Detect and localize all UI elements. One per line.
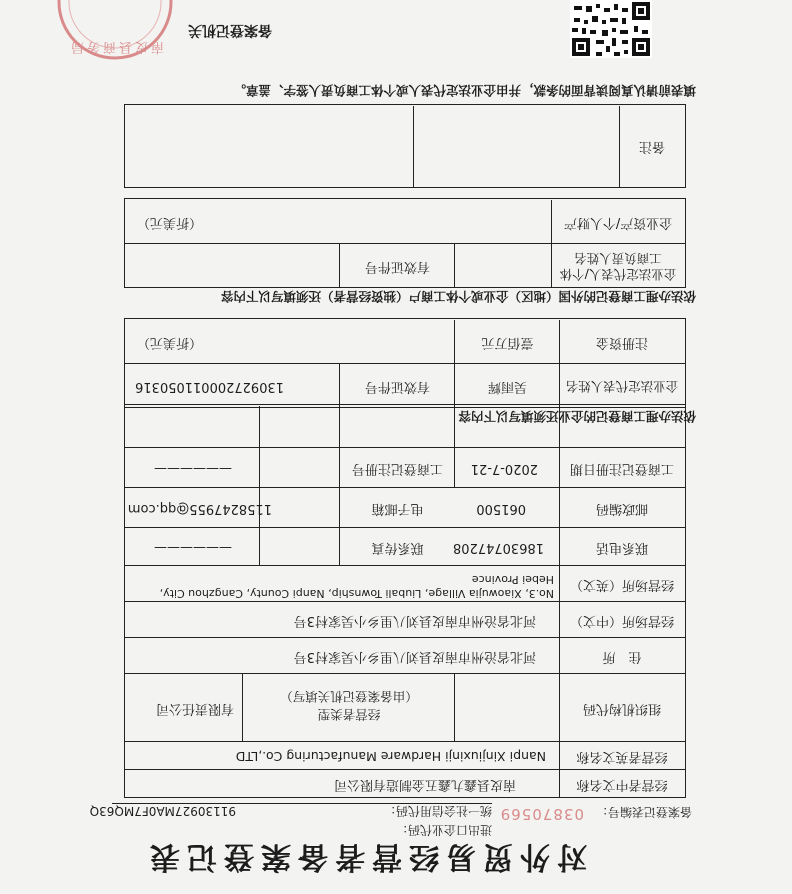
reg-date-value: 2020-7-21 [470,461,538,476]
reg-no-value: —————— [154,461,232,476]
remarks-table [124,104,686,188]
email-value: 1158247955@qq.com [127,501,272,516]
email-label: 电子邮箱 [371,501,424,516]
en-name-label: 经营者英文名称 [576,749,668,764]
row-line [124,243,686,244]
en-name-value: Nanpi Xinjiuxinji Hardware Manufacturing Co.,LTD [235,749,546,764]
foreign-section-heading: 依法办理工商登记的外国（地区）企业或个体工商户（独资经营者）还须填写以下内容 [220,289,696,304]
foreign-col-divider [551,200,552,288]
remarks-label: 备注 [639,139,666,154]
biz-en-value: No.3, Xiaowujia Village, Liubali Township, Nanpi County, Cangzhou City, Hebei Province [159,573,554,600]
record-no-label: 备案登记表编号： [595,805,692,819]
phone-value: 18630747208 [453,540,544,555]
form-title: 对外贸易经营者备案登记表 [143,839,587,874]
row-line [124,565,686,566]
row-line [124,601,686,602]
reg-date-label: 工商登记注册日期 [570,461,675,476]
org-code-label: 组织机构代码 [583,701,662,716]
capital-note: （折美元） [136,335,202,350]
row-line [124,637,686,638]
record-no: 03870569 [499,805,584,823]
fax-label: 联系传真 [371,540,424,555]
divider-reg [454,406,455,488]
phone-label: 联系电话 [596,540,649,555]
remarks-divider-2 [413,106,414,188]
cn-name-label: 经营者中文名称 [576,777,668,792]
header-underline [112,803,492,804]
row-line [124,769,686,770]
assets-note: （折美元） [136,215,202,230]
head-label: 企业法定代表人/个体工商负责人姓名 [559,251,677,282]
credit-code: 91130927MA0F7MQ63Q [89,804,236,818]
capital-label: 注册资金 [596,335,649,350]
id-label: 有效证件号 [365,379,431,394]
type-label: 经营者类型 [317,707,381,722]
remarks-instruction: 填表前请认真阅读背面的条款，并由企业法定代表人或个体工商负责人签字、盖章。 [233,83,696,98]
official-seal [50,0,180,64]
biz-cn-label: 经营场所（中文） [570,613,675,628]
postcode-label: 邮政编码 [596,501,649,516]
footer-agency: 备案登记机关 [188,22,272,38]
company-section-heading: 依法办理工商登记的企业还须填写以下内容 [458,409,696,424]
row-line [124,527,686,528]
row-line [124,447,686,448]
legal-rep-label: 企业法定代表人姓名 [565,379,679,394]
cn-name-value: 南皮县鑫九鑫五金制造有限公司 [333,777,516,792]
row-line [124,487,686,488]
customs-code-label: 进出口企业代码： [395,823,492,837]
postcode-value: 061500 [476,501,526,516]
id-value: 130927200011050316 [135,379,284,394]
capital-value: 壹佰万元 [481,335,534,350]
legal-rep-value: 吴雨辉 [488,379,528,394]
credit-code-label: 统一社会信用代码： [383,804,492,818]
biz-en-label: 经营场所（英文） [570,577,675,592]
row-line [124,741,686,742]
qr-code [570,0,652,58]
seal-text: 南皮县商务局 [67,39,164,54]
assets-label: 企业资产/个人财产 [563,215,673,230]
type-note: （由备案登记机关填写） [280,689,418,704]
residence-label: 住 所 [602,649,642,664]
row-line [124,673,686,674]
type-value: 有限责任公司 [155,701,234,716]
foreign-id-label: 有效证件号 [365,259,431,274]
divider-type-2 [242,674,243,742]
fax-value: —————— [154,540,232,555]
reg-no-label: 工商登记注册号 [352,461,444,476]
divider-type [454,674,455,742]
divider-mid-2 [259,406,260,566]
row-line [124,363,686,364]
residence-value: 河北省沧州市南皮县刘八里乡小吴家村3号 [293,649,536,664]
biz-cn-value: 河北省沧州市南皮县刘八里乡小吴家村3号 [293,613,536,628]
